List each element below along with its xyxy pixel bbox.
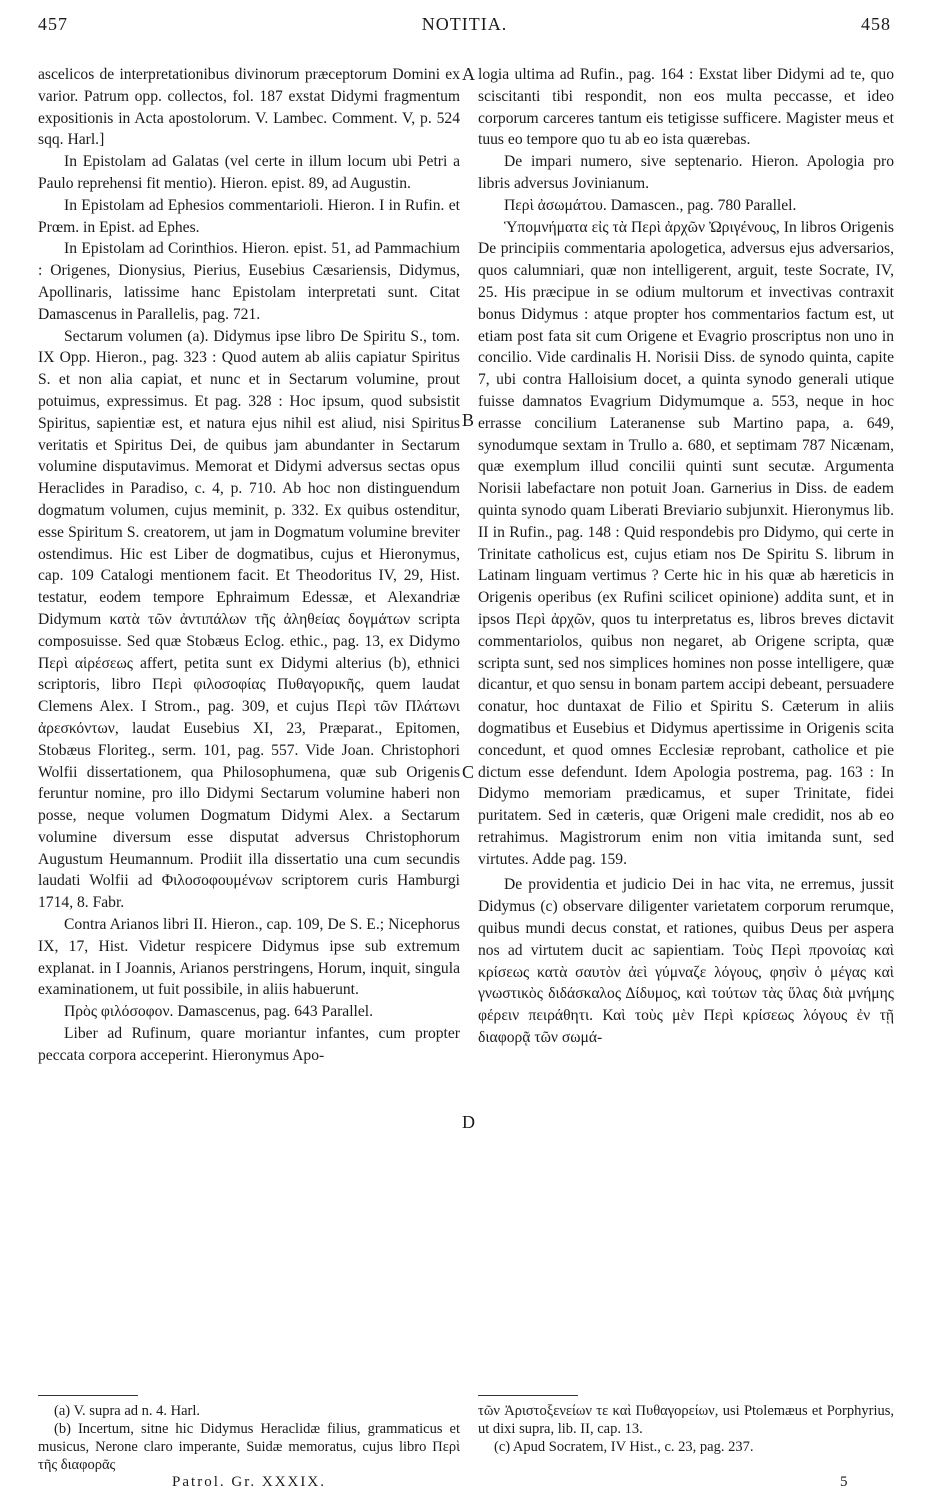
running-header bbox=[38, 14, 891, 44]
footnote: (b) Incertum, sitne hic Didymus Heraclidæ filius, grammaticus et musicus, Nerone claro imperante, Suidæ memoratus, cujus libro Περὶ τῆς διαφορᾶς bbox=[38, 1421, 460, 1473]
paragraph: Ὑπομνήματα εἰς τὰ Περὶ ἀρχῶν Ὠριγένους, In libros Origenis De principiis commentaria apologetica, adversus ejus adversarios, quos calumniari, quæ non intelligerent, arguit, teste Socrate, IV, 25. His præcipue in se odium multorum et invectivas contraxit bonus Didymus : atque propter hos commentarios factum est, ut etiam post fata sit cum Origene et Evagrio proscriptus non uno in concilio. Vide cardinalis H. Norisii Diss. de synodo quinta, capite 7, ubi contra Halloisium docet, a quinta synodo generali utique fuisse damnatos Evagrium Didymumque a. 553, neque in hoc errasse concilium Lateranense sub Martino papa, a. 649, synodumque sextam in Trullo a. 680, et septimam 787 Nicænam, quæ exemplum illud concilii quinti sunt secutæ. Argumenta Norisii labefactare non potuit Joan. Garnerius in Diss. de eadem quinta synodo quam Liberati Breviario subjunxit. Hieronymus lib. II in Rufin., pag. 148 : Quid respondebis pro Didymo, qui certe in Trinitate catholicus est, cujus etiam nos De Spiritu S. librum in Latinam linguam vertimus ? Certe hic in his quæ ab hæreticis in Origenis operibus (ex Rufini scilicet opinione) addita sunt, et in ipsos Περὶ ἀρχῶν, quos tu interpretatus es, libros breves dictavit commentariolos, quibus non negaret, ab Origene scripta, quæ scripta sunt, sed nos simplices homines non posse intelligere, quæ dicantur, et quo sensu in bonam partem accipi debeant, persuadere conatur, hoc duntaxat de Filio et Spiritu S. Cæterum in aliis dogmatibus et Eusebius et Didymus apertissime in Origenis scita concedunt, et quod omnes Ecclesiæ reprobant, catholice et pie dictum esse defendunt. Idem Apologia postrema, pag. 163 : In Didymo memoriam prædicamus, et super Trinitate, fidei puritatem. Sed in cæteris, quæ Origeni male credidit, nos ab eo retrahimus. Magistrorum enim non vitia imitanda sunt, sed virtutes. Adde pag. 159. bbox=[478, 218, 894, 868]
margin-letter-a: A bbox=[462, 64, 475, 84]
paragraph: Πρὸς φιλόσοφον. Damascenus, pag. 643 Parallel. bbox=[64, 1003, 374, 1021]
page-number-left: 457 bbox=[38, 14, 68, 34]
footnote: (a) V. supra ad n. 4. Harl. bbox=[54, 1403, 201, 1419]
left-column bbox=[38, 64, 460, 1067]
margin-letter-b: B bbox=[462, 410, 475, 430]
footnote: (c) Apud Socratem, IV Hist., c. 23, pag. 237. bbox=[494, 1439, 754, 1455]
running-title: NOTITIA. bbox=[421, 14, 508, 34]
paragraph: In Epistolam ad Ephesios commentarioli. Hieron. I in Rufin. et Prœm. in Epist. ad Ephes. bbox=[38, 196, 460, 236]
paragraph: Liber ad Rufinum, quare moriantur infantes, cum propter peccata corpora acceperint. Hieronymus Apo- bbox=[38, 1025, 460, 1064]
sheet-mark: 5 bbox=[840, 1474, 848, 1490]
footnotes-left bbox=[38, 1402, 460, 1474]
paragraph: logia ultima ad Rufin., pag. 164 : Exstat liber Didymi ad te, quo sciscitanti tibi respondit, non eos multa peccasse, et ideo corporum carceres tantum eis tetigisse sufficere. Magister meus et tuus eo tempore quo tu ab eo ista quærebas. bbox=[478, 66, 894, 149]
volume-signature: Patrol. Gr. XXXIX. bbox=[172, 1474, 326, 1490]
footnote: τῶν Ἀριστοξενείων τε καὶ Πυθαγορείων, usi Ptolemæus et Porphyrius, ut dixi supra, lib. II, cap. 13. bbox=[478, 1403, 894, 1437]
paragraph: De providentia et judicio Dei in hac vita, ne erremus, jussit Didymus (c) observare diligenter varietatem corporum rerumque, quibus mundi decus constat, et rationes, quibus Deus per aspera nos ad virtutem ducit ac sapientiam. Τοὺς Περὶ προνοίας καὶ κρίσεως κατὰ σαυτὸν ἀεὶ γύμναζε λόγους, φησὶν ὁ μέγας καὶ γνωστικὸς διδάσκαλος Δίδυμος, καὶ τούτων τὰς ὕλας διὰ μνήμης φέρειν πειράθητι. Καὶ τοὺς μὲν Περὶ κρίσεως λόγους ἐν τῇ διαφορᾷ τῶν σωμά- bbox=[478, 876, 894, 1047]
footnotes-right bbox=[478, 1402, 894, 1456]
footnote-rule bbox=[478, 1395, 578, 1396]
paragraph: ascelicos de interpretationibus divinorum præceptorum Domini ex varior. Patrum opp. collectos, fol. 187 exstat Didymi fragmentum expositionis in Acta apostolorum. V. Lambec. Comment. V, p. 524 sqq. Harl.] bbox=[38, 66, 460, 149]
paragraph: De impari numero, sive septenario. Hieron. Apologia pro libris adversus Jovinianum. bbox=[478, 153, 894, 192]
paragraph: In Epistolam ad Galatas (vel certe in illum locum ubi Petri a Paulo reprehensi fit mentio). Hieron. epist. 89, ad Augustin. bbox=[38, 153, 460, 192]
margin-letter-d: D bbox=[462, 1112, 475, 1132]
paragraph: Contra Arianos libri II. Hieron., cap. 109, De S. E.; Nicephorus IX, 17, Hist. Videtur respicere Didymus ipse sub extremum explanat. in I Joannis, Arianos perstringens, Horum, inquit, singula examinationem, ut fuit possibile, in aliis habuerunt. bbox=[38, 916, 460, 999]
page-number-right: 458 bbox=[861, 14, 891, 34]
paragraph: In Epistolam ad Corinthios. Hieron. epist. 51, ad Pammachium : Origenes, Dionysius, Pierius, Eusebius Cæsariensis, Didymus, Apollinaris, latissime hanc Epistolam interpretati sunt. Citat Damascenus in Parallelis, pag. 721. bbox=[38, 240, 460, 323]
paragraph: Sectarum volumen (a). Didymus ipse libro De Spiritu S., tom. IX Opp. Hieron., pag. 323 : Quod autem ab aliis capiatur Spiritus S. et non alia capiat, et nunc et in Sectarum volumine, prout potuimus, expressimus. Et pag. 328 : Hoc ipsum, quod subsistit Spiritus, sapientiæ est, et natura ejus nihil est aliud, nisi Spiritus veritatis et Spiritus Dei, de quibus jam abundanter in Sectarum volumine disputavimus. Memorat et Didymi adversus sectas opus Heraclides in Paradiso, c. 4, p. 710. Ab hoc non distinguendum dogmatum volumen, cujus meminit, p. 332. Ex quibus ostenditur, esse Spiritum S. creatorem, ut jam in Dogmatum volumine breviter ostendimus. Hic est Liber de dogmatibus, cujus et Hieronymus, cap. 109 Catalogi mentionem facit. Et Theodoritus IV, 29, Hist. testatur, eodem tempore Ephraimum Edessæ, et Alexandriæ Didymum κατὰ τῶν ἀντιπάλων τῆς ἀληθείας δογμάτων scripta composuisse. Sed quæ Stobæus Eclog. ethic., pag. 13, ex Didymo Περὶ αἱρέσεως affert, petita sunt ex Didymi alterius (b), ethnici scriptoris, libro Περὶ φιλοσοφίας Πυθαγορικῆς, quem laudat Clemens Alex. I Strom., pag. 309, et cujus Περὶ τῶν Πλάτωνι ἀρεσκόντων, laudat Eusebius XI, 23, Præparat., Epitomen, Stobæus Floriteg., serm. 101, pag. 557. Vide Joan. Christophori Wolfii dissertationem, qua Philosophumena, quæ sub Origenis feruntur nomine, pro illo Didymi Sectarum volumine haberi non posse, neque volumen Dogmatum Didymi Alex. a Sectarum volumine diversum esse disputat adversus Christophorum Augustum Heumannum. Prodiit illa dissertatio una cum secundis laudati Wolfii ad Φιλοσοφουμένων scriptorem curis Hamburgi 1714, 8. Fabr. bbox=[38, 327, 460, 912]
footnote-rule bbox=[38, 1395, 138, 1396]
right-column bbox=[478, 64, 894, 1049]
margin-letter-c: C bbox=[462, 762, 475, 782]
paragraph: Περὶ ἀσωμάτου. Damascen., pag. 780 Parallel. bbox=[504, 196, 797, 214]
